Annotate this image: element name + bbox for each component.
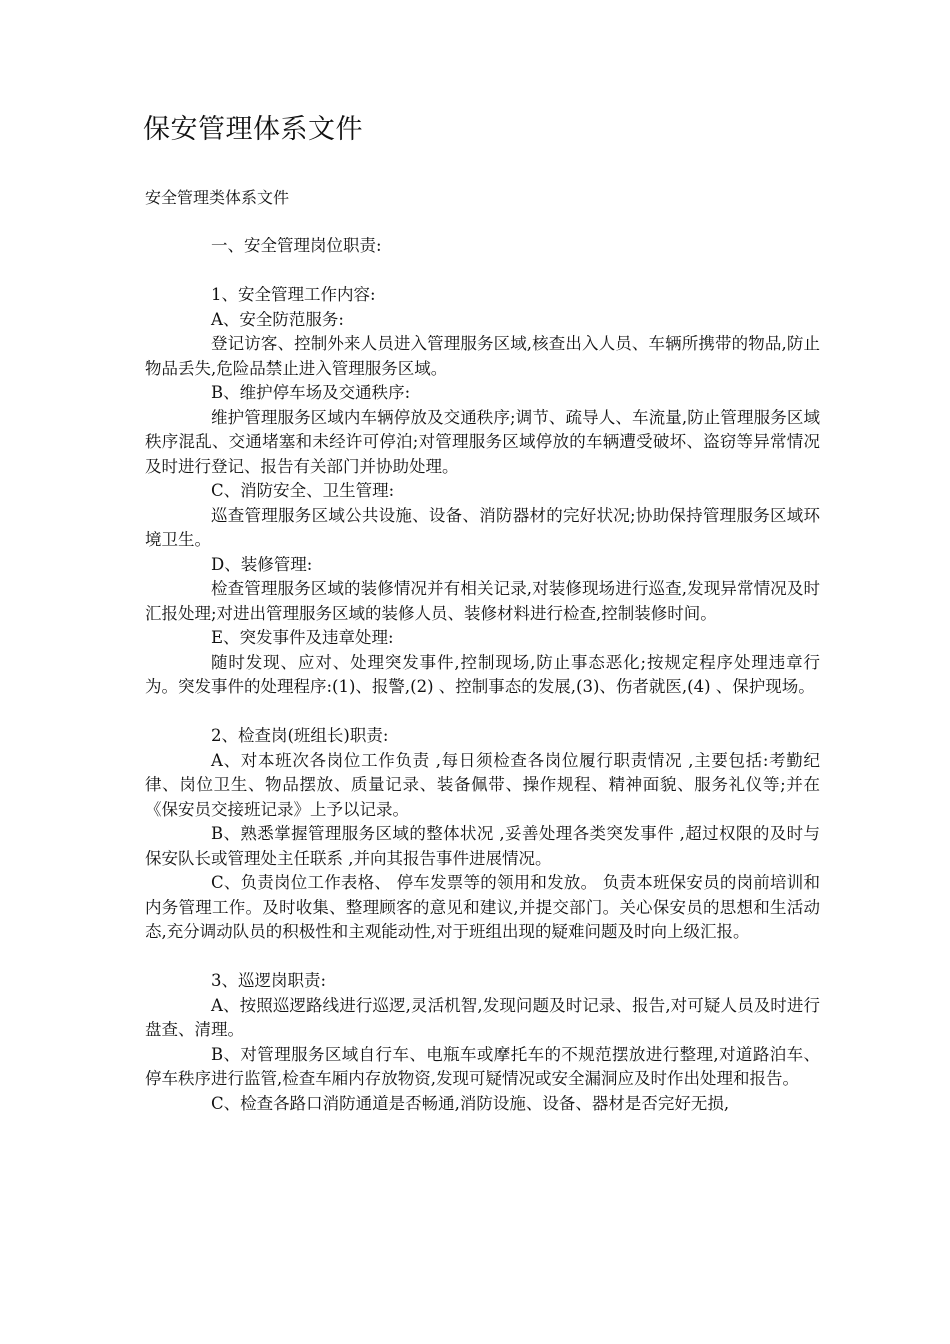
part-2-b-text: B、熟悉掌握管理服务区域的整体状况 ,妥善处理各类突发事件 ,超过权限的及时与保安队长或管理处主任联系 ,并向其报告事件进展情况。 [145, 824, 820, 868]
paragraph-gap [145, 945, 820, 970]
part-1-a-heading: A、安全防范服务: [211, 309, 344, 329]
part-1-e-text: 随时发现、应对、处理突发事件,控制现场,防止事态恶化;按规定程序处理违章行为。突发事件的处理程序:(1)、报警,(2) 、控制事态的发展,(3)、伤者就医,(4) 、保护现场。 [145, 652, 820, 696]
part-1-heading: 1、安全管理工作内容: [211, 285, 376, 304]
part-1-c-heading: C、消防安全、卫生管理: [211, 481, 395, 500]
part-3-c-text: C、检查各路口消防通道是否畅通,消防设施、设备、器材是否完好无损, [211, 1093, 730, 1113]
part-1-e-heading: E、突发事件及违章处理: [211, 628, 394, 647]
part-2-c-text: C、负责岗位工作表格、 停车发票等的领用和发放。 负责本班保安员的岗前培训和内务管理工作。及时收集、整理顾客的意见和建议,并提交部门。关心保安员的思想和生活动态,充分调动队员的积极性和主观能动性,对于班组出现的疑难问题及时向上级汇报。 [145, 873, 820, 941]
document-subtitle: 安全管理类体系文件 [145, 188, 290, 207]
part-1-a-text: 登记访客、控制外来人员进入管理服务区域,核查出入人员、车辆所携带的物品,防止物品丢失,危险品禁止进入管理服务区域。 [145, 334, 820, 378]
part-3-a-text: A、按照巡逻路线进行巡逻,灵活机智,发现问题及时记录、报告,对可疑人员及时进行盘查、清理。 [145, 995, 820, 1039]
paragraph-gap [145, 700, 820, 725]
part-3-b-text: B、对管理服务区域自行车、电瓶车或摩托车的不规范摆放进行整理,对道路泊车、停车秩序进行监管,检查车厢内存放物资,发现可疑情况或安全漏洞应及时作出处理和报告。 [145, 1044, 820, 1088]
document-body [145, 234, 820, 1116]
part-1-b-text: 维护管理服务区域内车辆停放及交通秩序;调节、疏导人、车流量,防止管理服务区域秩序混乱、交通堵塞和未经许可停泊;对管理服务区域停放的车辆遭受破坏、盗窃等异常情况及时进行登记、报告有关部门并协助处理。 [145, 407, 820, 476]
part-2-a-text: A、对本班次各岗位工作负责 ,每日须检查各岗位履行职责情况 ,主要包括:考勤纪律、岗位卫生、物品摆放、质量记录、装备佩带、操作规程、精神面貌、服务礼仪等;并在《保安员交接班记录》上予以记录。 [145, 750, 820, 819]
part-1-d-text: 检查管理服务区域的装修情况并有相关记录,对装修现场进行巡查,发现异常情况及时汇报处理;对进出管理服务区域的装修人员、装修材料进行检查,控制装修时间。 [145, 579, 820, 623]
part-3-heading: 3、巡逻岗职责: [211, 971, 327, 990]
part-1-c-text: 巡查管理服务区域公共设施、设备、消防器材的完好状况;协助保持管理服务区域环境卫生。 [145, 505, 820, 549]
document-title: 保安管理体系文件 [143, 114, 363, 145]
part-1-b-heading: B、维护停车场及交通秩序: [211, 383, 411, 402]
part-2-heading: 2、检查岗(班组长)职责: [211, 726, 389, 745]
part-1-d-heading: D、装修管理: [211, 554, 313, 574]
section-heading: 一、安全管理岗位职责: [211, 236, 382, 255]
